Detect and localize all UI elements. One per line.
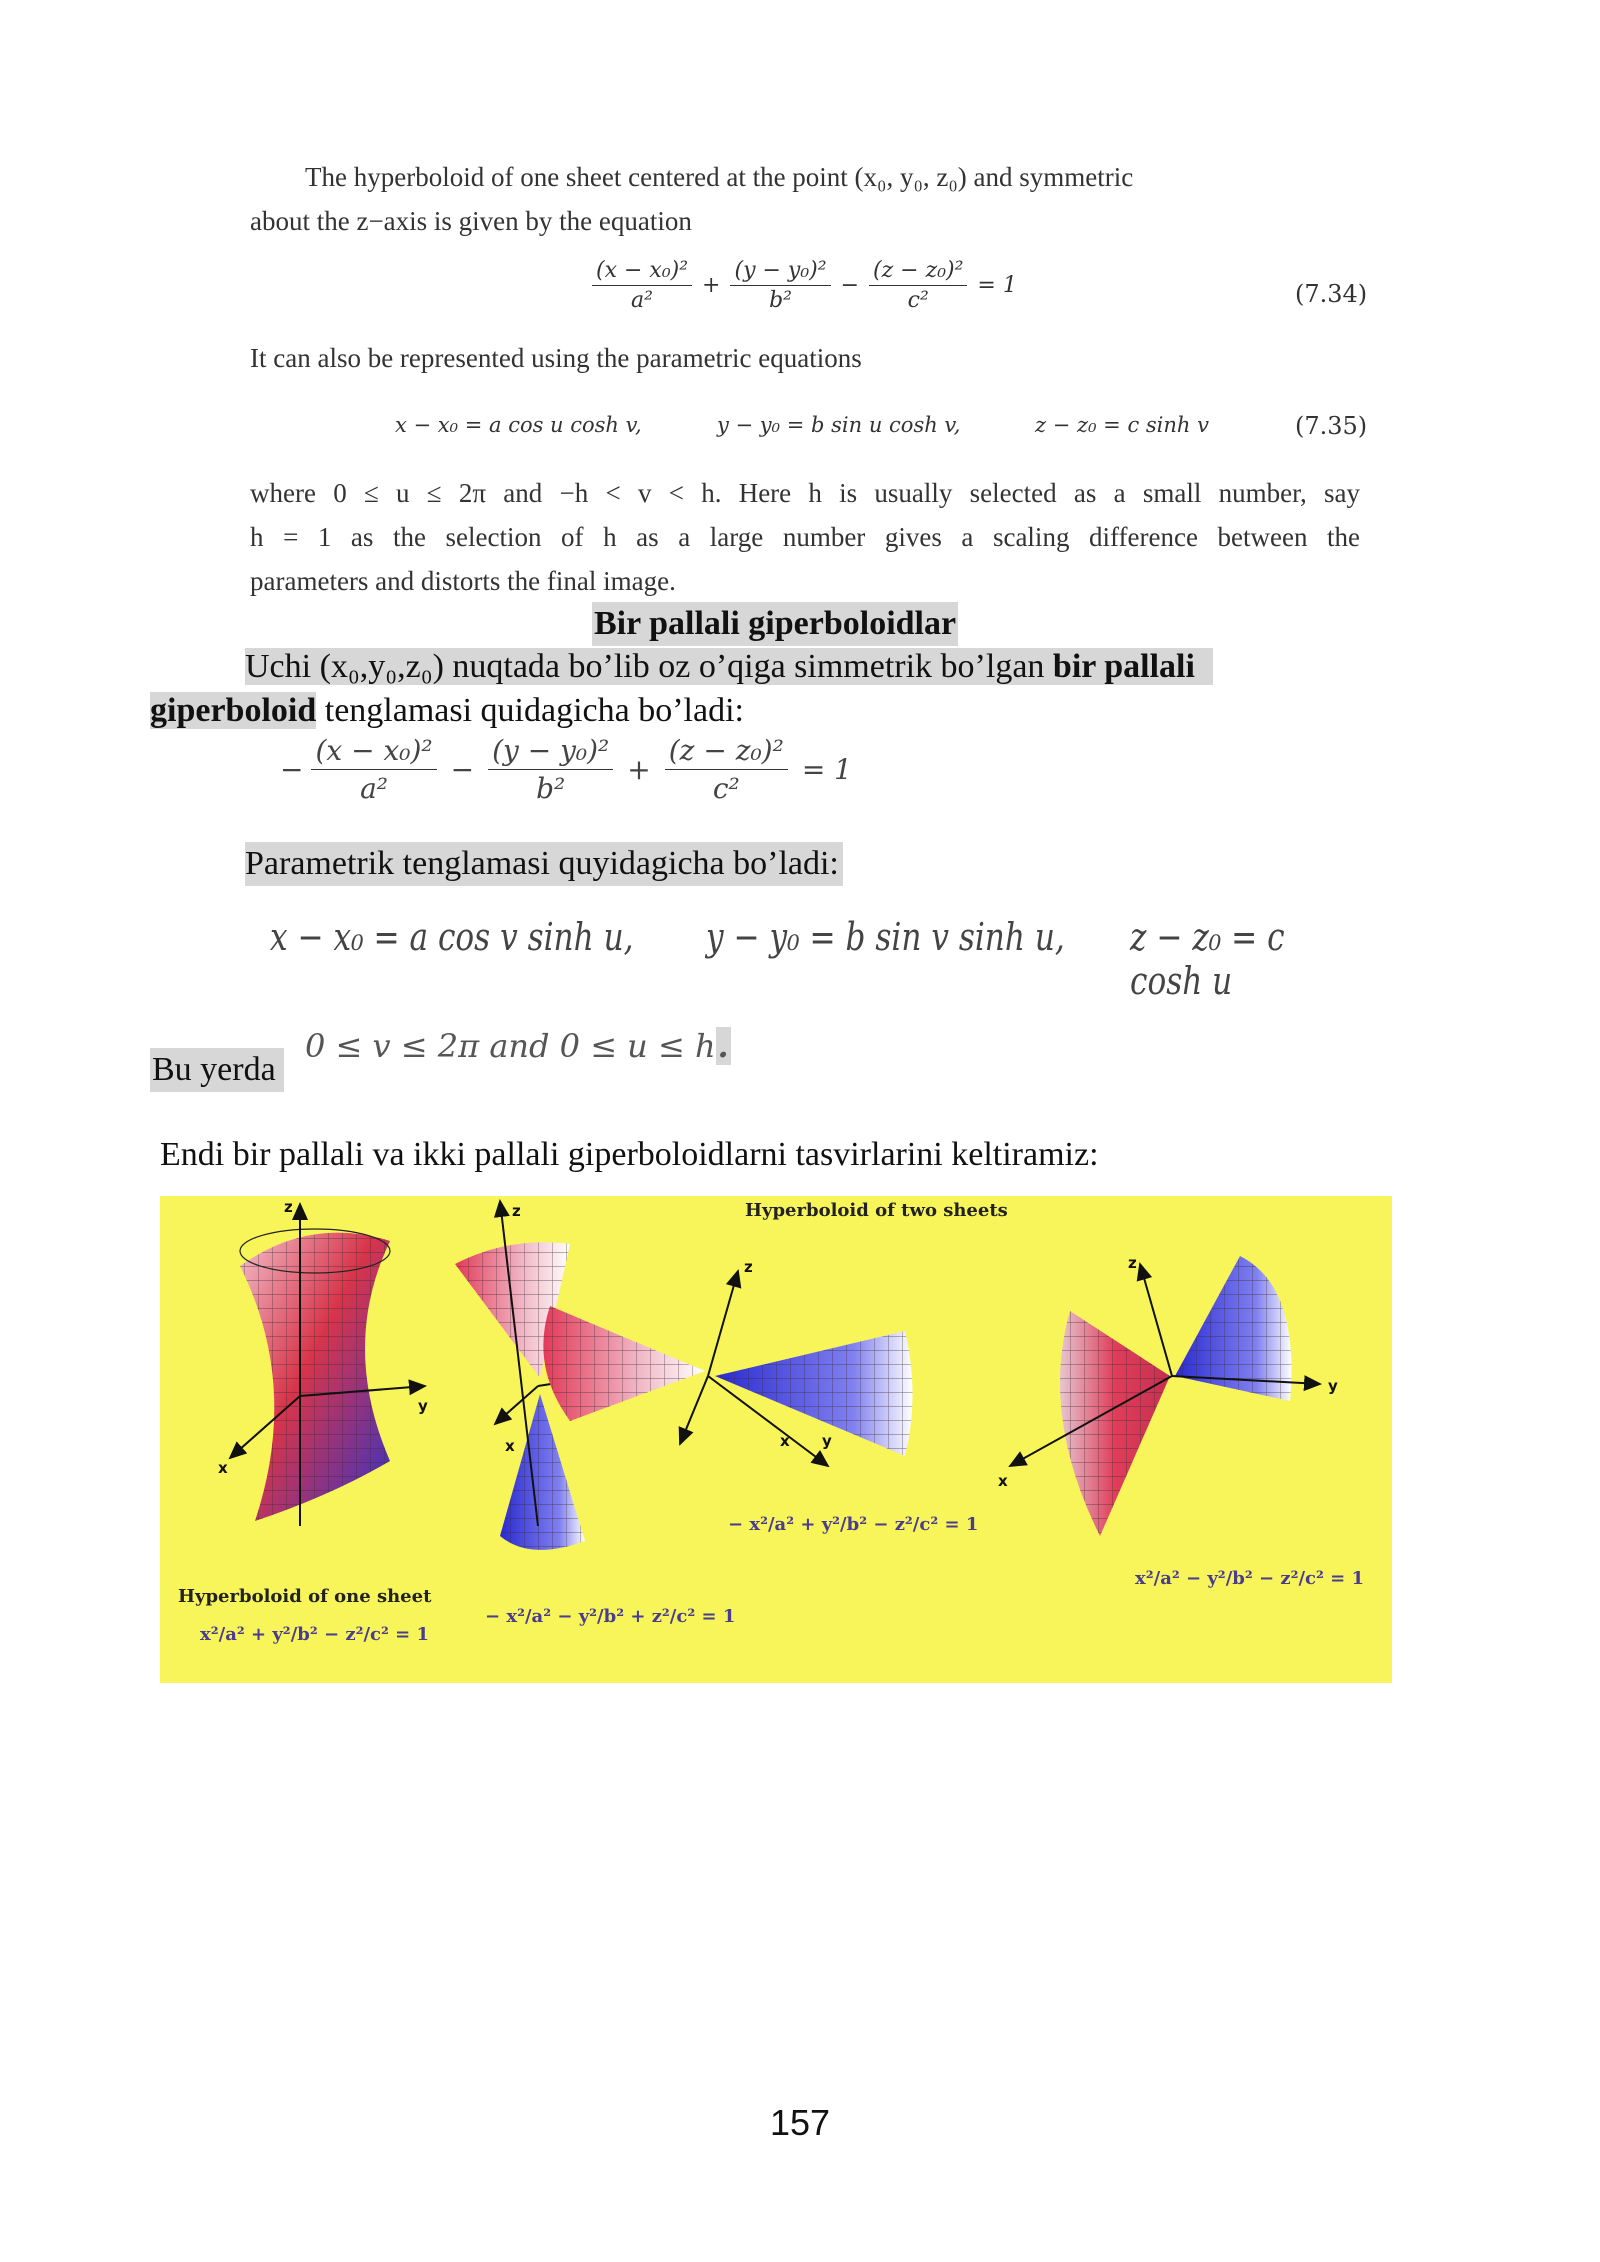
vertical-x-label: x — [505, 1437, 515, 1455]
one-sheet-x-label: x — [218, 1459, 228, 1477]
uz-intro-bold1: bir pallali — [1052, 648, 1195, 685]
graph-two-sheets-x — [998, 1254, 1338, 1536]
en-p3-line1: where 0 ≤ u ≤ 2π and −h < v < h. Here h is usually selected as a small number, say — [250, 478, 1360, 508]
eq735-x: x − x₀ = a cos u cosh v, — [395, 413, 642, 437]
x-sheets-x-label: x — [998, 1472, 1008, 1490]
eq735-y: y − y₀ = b sin u cosh v, — [717, 413, 961, 437]
x-sheets-z-label: z — [1128, 1254, 1137, 1272]
eq734-term1: $\frac{\text{(x − x₀)²}}{\text{a²}}$ — [592, 258, 692, 313]
equation-vertical: − x²/a² − y²/b² + z²/c² = 1 — [485, 1606, 736, 1627]
equation-one-sheet: x²/a² + y²/b² − z²/c² = 1 — [200, 1624, 430, 1645]
label-one-sheet: Hyperboloid of one sheet — [178, 1586, 432, 1607]
horizontal-z-label: z — [744, 1258, 753, 1276]
x-sheets-y-label: y — [1328, 1377, 1338, 1395]
hyperboloid-figure — [160, 1196, 1392, 1683]
uz-param-z: z − z₀ = c cosh u — [1130, 915, 1285, 1003]
uz-eq-term3: $\frac{\text{(z − z₀)²}}{\text{c²}}$ — [665, 734, 788, 805]
equation-7-34: $\frac{\text{(x − x₀)²}}{\text{a²}}$ + $\frac{\text{(y − y₀)²}}{\text{b²}}$ − $\frac{\text{(z − z₀)²}}{\text{c²}}$ = 1 — [588, 258, 1017, 313]
en-p3-line2: h = 1 as the selection of h as a large number gives a scaling difference between the — [250, 522, 1360, 552]
uz-param-heading: Parametrik tenglamasi quyidagicha bo’ladi: — [245, 842, 843, 886]
en-paragraph-1 — [250, 155, 1360, 243]
uz-equation: − $\frac{\text{(x − x₀)²}}{\text{a²}}$ − $\frac{\text{(y − y₀)²}}{\text{b²}}$ + $\frac{\text{(z − z₀)²}}{\text{c²}}$ = 1 — [280, 734, 852, 805]
uz-intro-text1: Uchi (x₀,y₀,z₀) nuqtada bo’lib oz o’qiga simmetrik bo’lgan — [245, 648, 1053, 685]
equation-x-sheets: x²/a² − y²/b² − z²/c² = 1 — [1135, 1568, 1365, 1589]
uz-eq-term1: $\frac{\text{(x − x₀)²}}{\text{a²}}$ — [311, 734, 436, 805]
eq734-term3: $\frac{\text{(z − z₀)²}}{\text{c²}}$ — [869, 258, 967, 313]
uz-intro-bold2: giperboloid — [150, 692, 317, 729]
en-p1-line1: The hyperboloid of one sheet centered at the point (x₀, y₀, z₀) and symmetric — [305, 162, 1134, 192]
vertical-z-label: z — [512, 1202, 521, 1220]
eq734-term2: $\frac{\text{(y − y₀)²}}{\text{b²}}$ — [730, 258, 830, 313]
uz-endi: Endi bir pallali va ikki pallali giperboloidlarni tasvirlarini keltiramiz: — [160, 1136, 1099, 1173]
uz-param-y: y − y₀ = b sin v sinh u, — [706, 915, 1065, 959]
horizontal-x-label: x — [780, 1432, 790, 1450]
uz-range-text: 0 ≤ v ≤ 2π and 0 ≤ u ≤ h — [305, 1027, 716, 1065]
uz-param-x: x − x₀ = a cos v sinh u, — [270, 915, 634, 959]
uz-intro-line2 — [150, 689, 744, 733]
uz-intro-line1 — [245, 645, 1213, 689]
uz-intro-text2: tenglamasi quidagicha bo’ladi: — [316, 692, 744, 729]
page-number: 157 — [769, 2102, 831, 2143]
eq735-z: z − z₀ = c sinh v — [1035, 413, 1209, 437]
uz-eq-term2: $\frac{\text{(y − y₀)²}}{\text{b²}}$ — [488, 734, 613, 805]
graph-one-sheet — [218, 1198, 428, 1526]
en-p1-line2: about the z−axis is given by the equation — [250, 206, 692, 236]
label-two-sheets: Hyperboloid of two sheets — [745, 1200, 1008, 1221]
one-sheet-z-label: z — [284, 1198, 293, 1216]
equation-number-7-34: (7.34) — [1295, 280, 1368, 308]
uz-range — [305, 1027, 731, 1065]
en-paragraph-3 — [250, 471, 1360, 603]
graph-two-sheets-horizontal — [543, 1258, 912, 1466]
one-sheet-y-label: y — [418, 1397, 428, 1415]
horizontal-y-label: y — [822, 1432, 832, 1450]
equation-horizontal: − x²/a² + y²/b² − z²/c² = 1 — [728, 1514, 979, 1535]
uz-heading: Bir pallali giperboloidlar — [592, 602, 958, 646]
uz-range-dot: . — [717, 1027, 729, 1065]
uz-bu-yerda: Bu yerda — [150, 1048, 284, 1092]
equation-number-7-35: (7.35) — [1295, 412, 1368, 440]
en-paragraph-2: It can also be represented using the parametric equations — [250, 343, 862, 373]
hyperboloid-figure-svg — [160, 1196, 1392, 1683]
en-p3-line3: parameters and distorts the final image. — [250, 566, 676, 596]
